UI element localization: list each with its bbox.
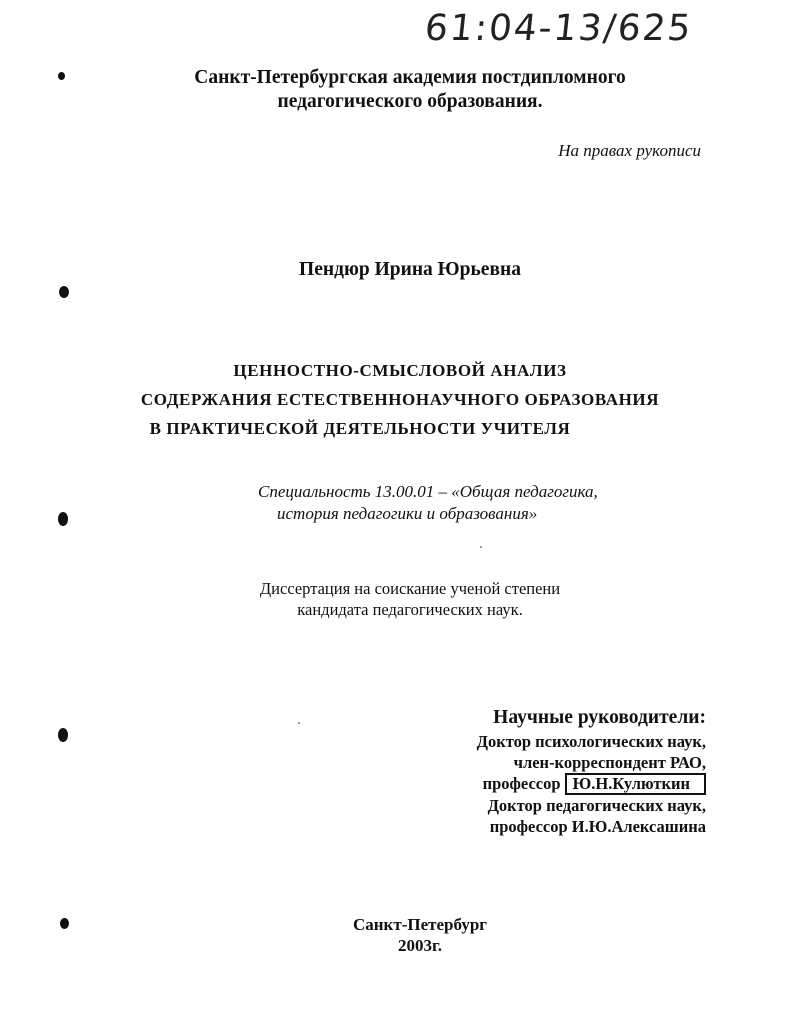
supervisor-1-title: член-корреспондент РАО, [513,753,706,772]
institution-name [150,66,670,114]
handwritten-archive-code: 61:04-13/625 [422,8,695,49]
scan-speck [480,546,482,548]
specialty-line-2: история педагогики и образования» [277,504,538,523]
supervisor-2-name-line: профессор И.Ю.Алексашина [489,817,706,836]
supervisor-1-name-boxed: Ю.Н.Кулюткин [565,773,706,795]
binding-hole-mark [58,728,68,742]
year: 2003г. [397,936,443,955]
dissertation-title [90,356,710,443]
binding-hole-mark [58,512,68,526]
binding-hole-mark [60,918,69,929]
supervisor-1-name-line [477,773,706,795]
place-and-year [270,914,570,956]
institution-line-2: педагогического образования. [277,91,543,112]
binding-hole-mark [58,72,65,80]
specialty-line-1: Специальность 13.00.01 – «Общая педагогика, [258,482,598,501]
city: Санкт-Петербург [352,915,488,934]
scientific-supervisors [477,705,706,837]
title-line-1: ЦЕННОСТНО-СМЫСЛОВОЙ АНАЛИЗ [233,361,567,380]
institution-line-1: Санкт-Петербургская академия постдипломного [194,67,626,88]
title-line-3: В ПРАКТИЧЕСКОЙ ДЕЯТЕЛЬНОСТИ УЧИТЕЛЯ [149,419,571,438]
supervisor-1-degree: Доктор психологических наук, [476,732,706,751]
title-line-2: СОДЕРЖАНИЯ ЕСТЕСТВЕННОНАУЧНОГО ОБРАЗОВАНИЯ [140,390,660,409]
supervisor-2-degree: Доктор педагогических наук, [487,796,706,815]
degree-line-1: Диссертация на соискание ученой степени [259,579,561,598]
degree-line-2: кандидата педагогических наук. [297,600,523,619]
supervisors-heading: Научные руководители: [493,707,706,728]
specialty [258,481,598,525]
author-name: Пендюр Ирина Юрьевна [299,259,521,280]
supervisor-1-rank: профессор [482,774,561,793]
manuscript-rights-note: На правах рукописи [558,141,701,160]
scan-speck [298,722,300,724]
binding-hole-mark [59,286,69,298]
degree-statement [230,578,590,620]
